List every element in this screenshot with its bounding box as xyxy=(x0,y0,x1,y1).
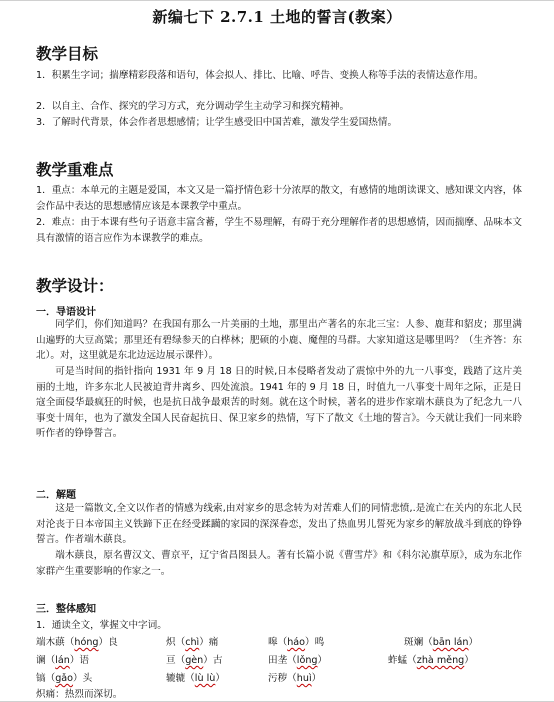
vocab-item: 辘辘（lù lù） xyxy=(166,673,225,684)
design-heading: 教学设计： xyxy=(36,276,114,295)
page-title: 新编七下 2.7.1 土地的誓言(教案） xyxy=(152,8,402,26)
vocab-item: 亘（gèn）古 xyxy=(166,655,223,666)
keypoints-heading: 教学重难点 xyxy=(36,160,114,179)
vocab-item: 斑斓（bān lán） xyxy=(404,637,479,648)
perception-instruction: 1．通读全文，掌握文中字词。 xyxy=(36,620,167,631)
vocab-item: 田垄（lǒng） xyxy=(268,655,328,666)
objective-item-2: 2．以自主、合作、探究的学习方式，充分调动学生主动学习和探究精神。 xyxy=(36,101,350,112)
intro-heading: 一．导语设计 xyxy=(36,307,96,318)
perception-heading: 三．整体感知 xyxy=(36,604,96,615)
vocab-item: 镐（gǎo）头 xyxy=(36,673,93,684)
vocab-item: 污秽（huì） xyxy=(268,673,322,684)
vocab-item: 谰（lán）语 xyxy=(36,655,89,666)
title-explain-heading: 二．解题 xyxy=(36,490,76,501)
keypoint-item-1: 1．重点：本单元的主题是爱国，本文又是一篇抒情色彩十分浓厚的散文，有感情的地朗读课文、感知课文内容，体会作品中表达的思想感情应该是本课教学中重点。 xyxy=(36,185,522,212)
vocab-item: 端木蕻（hóng）良 xyxy=(36,637,118,648)
vocab-item: 蚱蜢（zhà měng） xyxy=(388,655,474,666)
top-rule xyxy=(0,0,554,1)
vocab-item: 嗥（háo）鸣 xyxy=(268,637,325,648)
definition-line: 炽痛：热烈而深切。 xyxy=(36,689,123,700)
objective-item-1: 1．积累生字词；揣摩精彩段落和语句，体会拟人、排比、比喻、呼告、变换人称等手法的表情达意作用。 xyxy=(36,70,484,81)
objective-item-3: 3．了解时代背景，体会作者思想感情；让学生感受旧中国苦难，激发学生爱国热情。 xyxy=(36,117,398,128)
title-explain-paragraph-1: 这是一篇散文,全文以作者的情感为线索,由对家乡的思念转为对苦难人们的同情悲愤,.是流亡在关内的东北人民对沦丧于日本帝国主义铁蹄下正在经受蹂躏的家园的深深眷恋，发出了热血男儿誓死为家乡的解放战斗到底的铮铮誓言。作者端木蕻良。 xyxy=(36,503,522,546)
keypoint-item-2: 2．难点：由于本课有些句子语意丰富含蓄，学生不易理解，有碍于充分理解作者的思想感情，因而揣摩、品味本文具有激情的语言应作为本课教学的难点。 xyxy=(36,217,522,244)
title-explain-paragraph-2: 端木蕻良，原名曹汉文、曹京平，辽宁省昌图县人。著有长篇小说《曹雪芹》和《科尔沁旗草原》，成为东北作家群产生重要影响的作家之一。 xyxy=(36,550,522,577)
vocab-item: 炽（chì）痛 xyxy=(166,637,219,648)
intro-paragraph-1: 同学们，你们知道吗？在我国有那么一片美丽的土地，那里出产著名的东北三宝：人参、鹿茸和貂皮；那里满山遍野的大豆高粱；那里还有碧绿参天的白桦林；肥硕的小鹿、魔俚的马群。大家知道这是哪里吗？（生齐答：东北）。对，这里就是东北边远边展示课件）。 xyxy=(36,319,522,362)
objectives-heading: 教学目标 xyxy=(36,44,99,63)
intro-paragraph-2: 可是当时间的指针指向 1931 年 9 月 18 日的时候,日本侵略者发动了震惊中外的九一八事变，践踏了这片美丽的土地，许多东北人民被迫背井离乡、四处流浪。1941 年的 9 月 18 日，时值九一八事变十周年之际，正是日寇全面侵华最疯狂的时候，也是抗日战争最艰苦的时刻。就在这个时候，著名的进步作家端木蕻良为了纪念九一八事变十周年，也为了激发全国人民奋起抗日、保卫家乡的热情，写下了散文《土地的誓言》。今天就让我们一同来聆听作者的铮铮誓言。 xyxy=(36,366,522,440)
